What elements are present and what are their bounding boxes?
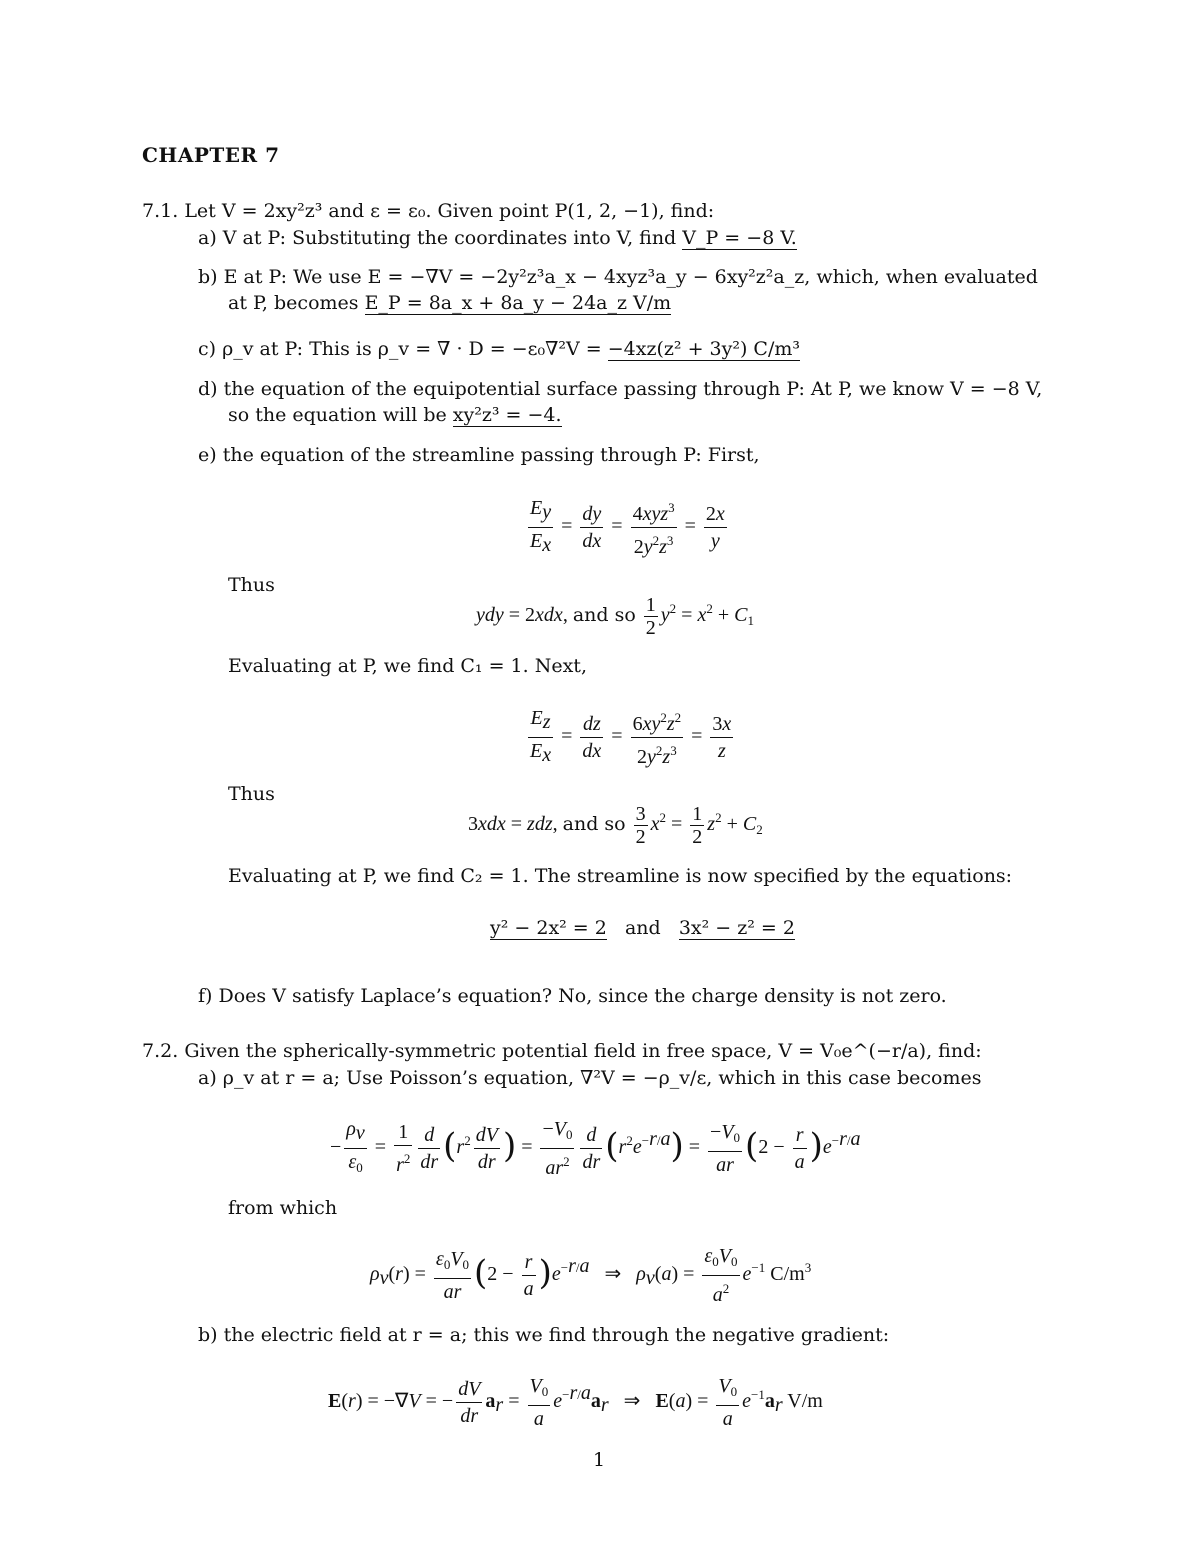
part-label: e) [198,444,217,466]
equation-3xdx: 3xdx = zdz, and so $\frac{3}{2}$ $x^2$ = $\frac{1}{2}$ $z^2 + C_2$ [468,803,763,848]
part-7-2-b [198,1324,889,1346]
thus-2: Thus [228,783,275,805]
streamline-equations [490,917,795,939]
part-text: Does V satisfy Laplace’s equation? No, since the charge density is not zero. [218,985,947,1007]
part-f [198,985,947,1007]
part-e [198,444,760,466]
part-c [198,338,800,360]
equation-rho-v: $\rho_v(r)$ = $\frac{\varepsilon_0V_0}{ar}$ (2 − $\frac{r}{a}$ )$e^{-r/a}$ ⇒ $\rho_v(a)$ = $\frac{\varepsilon_0V_0}{a^2}$ $e^{-1}$ $C/m^3$ [370,1245,812,1306]
part-text: the equation of the equipotential surface passing through P: At P, we know V = −8 V, [223,378,1043,400]
answer: E_P = 8a_x + 8a_y − 24a_z V/m [364,292,672,314]
part-label: b) [198,266,218,288]
problem-7-1-intro [142,200,714,222]
part-label: d) [198,378,218,400]
problem-statement: Let V = 2xy²z³ and ε = ε₀. Given point P(1, 2, −1), find: [184,200,715,222]
streamline-eq-2: 3x² − z² = 2 [678,917,795,939]
equation-poisson: − $\frac{\rho_v}{\varepsilon_0}$ = $\frac{1}{r^2}$ $\frac{d}{dr}$ ($r^2$ $\frac{dV}{dr}$ ) = $\frac{-V_0}{ar^2}$ $\frac{d}{dr}$ $(r^2e^{-r/a})$ = $\frac{-V_0}{ar}$ (2 − $\frac{r}{a}$ )$e^{-r/a}$ [330,1118,861,1179]
part-a [198,227,797,249]
part-text: so the equation will be [228,404,447,426]
problem-statement: Given the spherically-symmetric potential field in free space, V = V₀e^(−r/a), find: [184,1040,982,1062]
part-b-line2 [228,292,671,314]
and-so: and so [562,813,626,836]
part-label: a) [198,1067,217,1089]
equation-ey-ex: $\frac{E_y}{E_x}$ = $\frac{dy}{dx}$ = $\frac{4xyz^3}{2y^2z^3}$ = $\frac{2x}{y}$ [530,497,725,558]
part-7-2-a [198,1067,981,1089]
part-text: at P, becomes [228,292,359,314]
part-b-line1 [198,266,1038,288]
thus-1: Thus [228,574,275,596]
part-text: the equation of the streamline passing through P: First, [222,444,760,466]
problem-number: 7.2. [142,1040,179,1062]
answer: −4xz(z² + 3y²) C/m³ [607,338,801,360]
streamline-and: and [624,917,661,939]
streamline-eq-1: y² − 2x² = 2 [490,917,607,939]
part-text: V at P: Substituting the coordinates into V, find [222,227,677,249]
part-d-line2 [228,404,562,426]
chapter-title: CHAPTER 7 [142,143,280,167]
and-so: and so [572,604,636,627]
part-d-line1 [198,378,1042,400]
part-label: c) [198,338,217,360]
problem-number: 7.1. [142,200,179,222]
evaluating-1: Evaluating at P, we find C₁ = 1. Next, [228,655,587,677]
answer: V_P = −8 V. [682,227,797,249]
from-which: from which [228,1197,338,1219]
part-label: f) [198,985,213,1007]
equation-ydy: ydy = 2xdx, and so $\frac{1}{2}$ $y^2 = x^2 + C_1$ [476,594,754,639]
equation-e-field: E(r) = −∇V = − $\frac{dV}{dr}$ $a_r$ = $\frac{V_0}{a}$ $e^{-r/a}a_r$ ⇒ E(a) = $\frac{V_0}{a}$ $e^{-1}a_r$ V/m [328,1375,823,1430]
part-label: b) [198,1324,218,1346]
part-text: E at P: We use E = −∇V = −2y²z³a_x − 4xyz³a_y − 6xy²z²a_z, which, when evaluated [223,266,1038,288]
equation-ez-ex: $\frac{E_z}{E_x}$ = $\frac{dz}{dx}$ = $\frac{6xy^2z^2}{2y^2z^3}$ = $\frac{3x}{z}$ [530,707,732,768]
problem-7-2-intro [142,1040,982,1062]
page-number: 1 [593,1449,606,1471]
evaluating-2: Evaluating at P, we find C₂ = 1. The streamline is now specified by the equations: [228,865,1013,887]
answer: xy²z³ = −4. [452,404,562,426]
part-text: ρ_v at r = a; Use Poisson’s equation, ∇²V = −ρ_v/ε, which in this case becomes [222,1067,982,1089]
part-label: a) [198,227,217,249]
part-text: ρ_v at P: This is ρ_v = ∇ · D = −ε₀∇²V = [222,338,602,360]
part-text: the electric field at r = a; this we find through the negative gradient: [223,1324,890,1346]
